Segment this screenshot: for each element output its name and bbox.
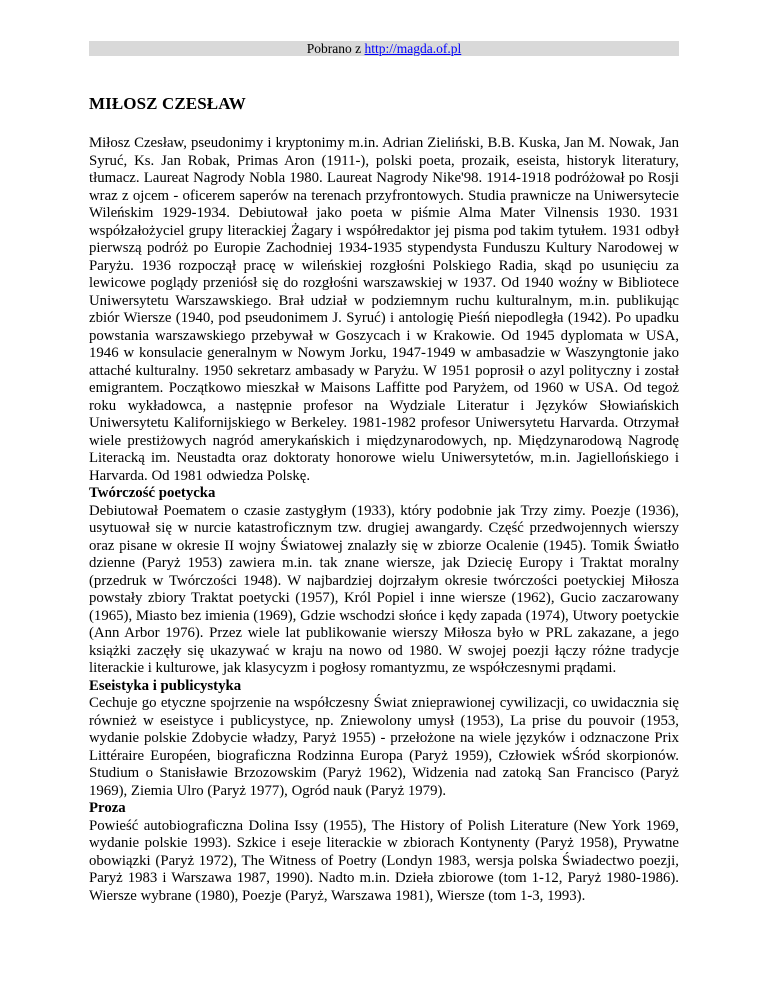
prose-paragraph: Powieść autobiograficzna Dolina Issy (1955), The History of Polish Literature (New York 1969, wydanie polskie 1993). Szkice i eseje literackie w zbiorach Kontynenty (Paryż 1958), Prywatne obowiązki (Paryż 1972), The Witness of Poetry (Londyn 1983, wersja polska Świadectwo poezji, Paryż 1983 i Warszawa 1987, 1990). Nadto m.in. Dzieła zbiorowe (tom 1-12, Paryż 1980-1986). Wiersze wybrane (1980), Poezje (Paryż, Warszawa 1981), Wiersze (tom 1-3, 1993). (89, 817, 679, 904)
biography-paragraph: Miłosz Czesław, pseudonimy i kryptonimy m.in. Adrian Zieliński, B.B. Kuska, Jan M. Nowak, Jan Syruć, Ks. Jan Robak, Primas Aron (1911-), polski poeta, prozaik, eseista, historyk literatury, tłumacz. Laureat Nagrody Nobla 1980. Laureat Nagrody Nike'98. 1914-1918 podróżował po Rosji wraz z ojcem - oficerem saperów na terenach przyfrontowych. Studia prawnicze na Uniwersytecie Wileńskim 1929-1934. Debiutował jako poeta w piśmie Alma Mater Vilnensis 1930. 1931 współzałożyciel grupy literackiej Żagary i współredaktor jej pisma pod takim tytułem. 1931 odbył pierwszą podróż po Europie Zachodniej 1934-1935 stypendysta Funduszu Kultury Narodowej w Paryżu. 1936 rozpoczął pracę w wileńskiej rozgłośni Polskiego Radia, skąd po usunięciu za lewicowe poglądy przeniósł się do rozgłośni warszawskiej w 1937. Od 1940 woźny w Bibliotece Uniwersytetu Warszawskiego. Brał udział w podziemnym ruchu kulturalnym, m.in. publikując zbiór Wiersze (1940, pod pseudonimem J. Syruć) i antologię Pieśń niepodległa (1942). Po upadku powstania warszawskiego przebywał w Goszycach i w Krakowie. Od 1945 dyplomata w USA, 1946 w konsulacie generalnym w Nowym Jorku, 1947-1949 w ambasadzie w Waszyngtonie jako attaché kulturalny. 1950 sekretarz ambasady w Paryżu. W 1951 poprosił o azyl polityczny i został emigrantem. Początkowo mieszkał w Maisons Laffitte pod Paryżem, od 1960 w USA. Od tegoż roku wykładowca, a następnie profesor na Wydziale Literatur i Języków Słowiańskich Uniwersytetu Kalifornijskiego w Berkeley. 1981-1982 profesor Uniwersytetu Harvarda. Otrzymał wiele prestiżowych nagród amerykańskich i międzynarodowych, np. Międzynarodową Nagrodę Literacką im. Neustadta oraz doktoraty honorowe wielu Uniwersytetów, m.in. Jagiellońskiego i Harvarda. Od 1981 odwiedza Polskę. (89, 135, 679, 484)
page-title: MIŁOSZ CZESŁAW (89, 94, 246, 113)
essays-paragraph: Cechuje go etyczne spojrzenie na współczesny Świat znieprawionej cywilizacji, co uwidacznia się również w eseistyce i publicystyce, np. Zniewolony umysł (1953), La prise du pouvoir (1953, wydanie polskie Zdobycie władzy, Paryż 1955) - przełożone na wiele języków i odznaczone Prix Littéraire Européen, biograficzna Rodzinna Europa (Paryż 1959), Człowiek wŚród skorpionów. Studium o Stanisławie Brzozowskim (Paryż 1962), Widzenia nad zatoką San Francisco (Paryż 1969), Ziemia Ulro (Paryż 1977), Ogród nauk (Paryż 1979). (89, 695, 679, 799)
poetry-paragraph: Debiutował Poematem o czasie zastygłym (1933), który podobnie jak Trzy zimy. Poezje (1936), usytuował się w nurcie katastroficznym tzw. drugiej awangardy. Część przedwojennych wierszy oraz pisane w okresie II wojny Światowej znalazły się w zbiorze Ocalenie (1945). Tomik Światło dzienne (Paryż 1953) zawiera m.in. tak znane wiersze, jak Dziecię Europy i Traktat moralny (przedruk w Twórczości 1948). W najbardziej dojrzałym okresie twórczości poetyckiej Miłosza powstały zbiory Traktat poetycki (1957), Król Popiel i inne wiersze (1962), Gucio zaczarowany (1965), Miasto bez imienia (1969), Gdzie wschodzi słońce i kędy zapada (1974), Utwory poetyckie (Ann Arbor 1976). Przez wiele lat publikowanie wierszy Miłosza było w PRL zakazane, a jego książki zaczęły się ukazywać w kraju na nowo od 1980. W swojej poezji łączy różne tradycje literackie i kulturowe, jak klasycyzm i pogłosy romantyzmu, ze współczesnymi prądami. (89, 502, 679, 676)
source-header-bar (89, 41, 679, 56)
poetry-heading: Twórczość poetycka (89, 485, 216, 501)
source-prefix: Pobrano z (306, 41, 365, 56)
source-link[interactable]: http://magda.of.pl (364, 41, 462, 56)
prose-heading: Proza (89, 800, 126, 816)
article-body (89, 135, 679, 905)
essays-heading: Eseistyka i publicystyka (89, 677, 242, 694)
